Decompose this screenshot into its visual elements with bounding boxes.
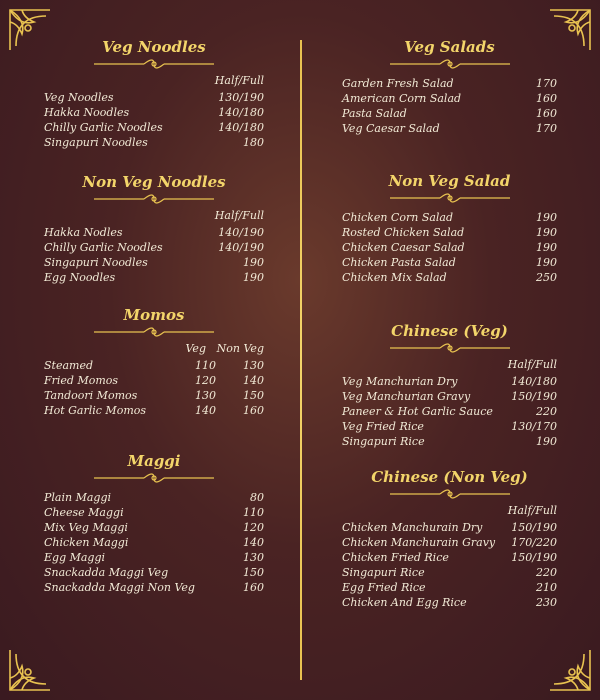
list-item: Chicken Caesar Salad 190: [342, 241, 557, 254]
section-momos: [44, 306, 264, 418]
list-item: Paneer & Hot Garlic Sauce 220: [342, 405, 557, 418]
list-item: Hot Garlic Momos 140 160: [44, 404, 264, 417]
list-item: Chilly Garlic Noodles 140/180: [44, 121, 264, 134]
section-veg-salads: [342, 38, 557, 136]
list-item: Garden Fresh Salad 170: [342, 77, 557, 90]
list-item: Steamed 110 130: [44, 359, 264, 372]
title-flourish-icon: [385, 342, 515, 354]
corner-flourish-icon: [6, 646, 54, 694]
list-item: Veg Noodles 130/190: [44, 91, 264, 104]
title-flourish-icon: [89, 472, 219, 484]
list-item: Chicken Manchurain Gravy 170/220: [342, 536, 557, 549]
list-item: Singapuri Noodles 180: [44, 136, 264, 149]
items-list: [342, 374, 557, 449]
title-flourish-icon: [385, 58, 515, 70]
section-title: Chinese (Veg): [391, 322, 508, 340]
list-item: Egg Maggi 130: [44, 551, 264, 564]
title-flourish-icon: [89, 326, 219, 338]
title-flourish-icon: [385, 192, 515, 204]
section-chinese-non-veg: [342, 468, 557, 610]
list-item: Hakka Noodles 140/180: [44, 106, 264, 119]
list-item: Chicken Pasta Salad 190: [342, 256, 557, 269]
list-item: Veg Caesar Salad 170: [342, 122, 557, 135]
list-item: Hakka Nodles 140/190: [44, 226, 264, 239]
list-item: Veg Fried Rice 130/170: [342, 420, 557, 433]
section-title: Non Veg Salad: [388, 172, 511, 190]
list-item: Snackadda Maggi Veg 150: [44, 566, 264, 579]
list-item: Chicken Manchurain Dry 150/190: [342, 521, 557, 534]
section-title: Non Veg Noodles: [82, 173, 226, 191]
list-item: Tandoori Momos 130 150: [44, 389, 264, 402]
items-list: [342, 76, 557, 136]
section-title: Veg Noodles: [102, 38, 206, 56]
items-list: [342, 520, 557, 610]
list-item: Egg Fried Rice 210: [342, 581, 557, 594]
list-item: Singapuri Noodles 190: [44, 256, 264, 269]
section-maggi: [44, 452, 264, 595]
section-title: Momos: [123, 306, 185, 324]
price-header: Half/Full: [214, 74, 264, 87]
title-flourish-icon: [385, 488, 515, 500]
section-title: Maggi: [127, 452, 181, 470]
list-item: Plain Maggi 80: [44, 491, 264, 504]
title-flourish-icon: [89, 58, 219, 70]
price-header: Veg Non Veg: [185, 342, 264, 355]
price-header: Half/Full: [214, 209, 264, 222]
items-list: [44, 225, 264, 285]
list-item: Egg Noodles 190: [44, 271, 264, 284]
list-item: Pasta Salad 160: [342, 107, 557, 120]
list-item: Chicken Mix Salad 250: [342, 271, 557, 284]
list-item: Singapuri Rice 190: [342, 435, 557, 448]
list-item: Chicken Corn Salad 190: [342, 211, 557, 224]
list-item: Snackadda Maggi Non Veg 160: [44, 581, 264, 594]
list-item: Chicken And Egg Rice 230: [342, 596, 557, 609]
section-title: Chinese (Non Veg): [371, 468, 528, 486]
list-item: Chicken Maggi 140: [44, 536, 264, 549]
section-non-veg-salad: [342, 172, 557, 285]
list-item: American Corn Salad 160: [342, 92, 557, 105]
items-list: [342, 210, 557, 285]
list-item: Chilly Garlic Noodles 140/190: [44, 241, 264, 254]
section-title: Veg Salads: [404, 38, 495, 56]
price-header: Half/Full: [507, 504, 557, 517]
list-item: Rosted Chicken Salad 190: [342, 226, 557, 239]
items-list: [44, 490, 264, 595]
list-item: Singapuri Rice 220: [342, 566, 557, 579]
title-flourish-icon: [89, 193, 219, 205]
list-item: Cheese Maggi 110: [44, 506, 264, 519]
section-non-veg-noodles: [44, 173, 264, 285]
list-item: Veg Manchurian Gravy 150/190: [342, 390, 557, 403]
price-header: Half/Full: [507, 358, 557, 371]
items-list: [44, 90, 264, 150]
section-chinese-veg: [342, 322, 557, 449]
items-list: [44, 358, 264, 418]
center-divider: [300, 40, 302, 680]
list-item: Fried Momos 120 140: [44, 374, 264, 387]
list-item: Mix Veg Maggi 120: [44, 521, 264, 534]
list-item: Veg Manchurian Dry 140/180: [342, 375, 557, 388]
section-veg-noodles: [44, 38, 264, 150]
corner-flourish-icon: [546, 646, 594, 694]
list-item: Chicken Fried Rice 150/190: [342, 551, 557, 564]
